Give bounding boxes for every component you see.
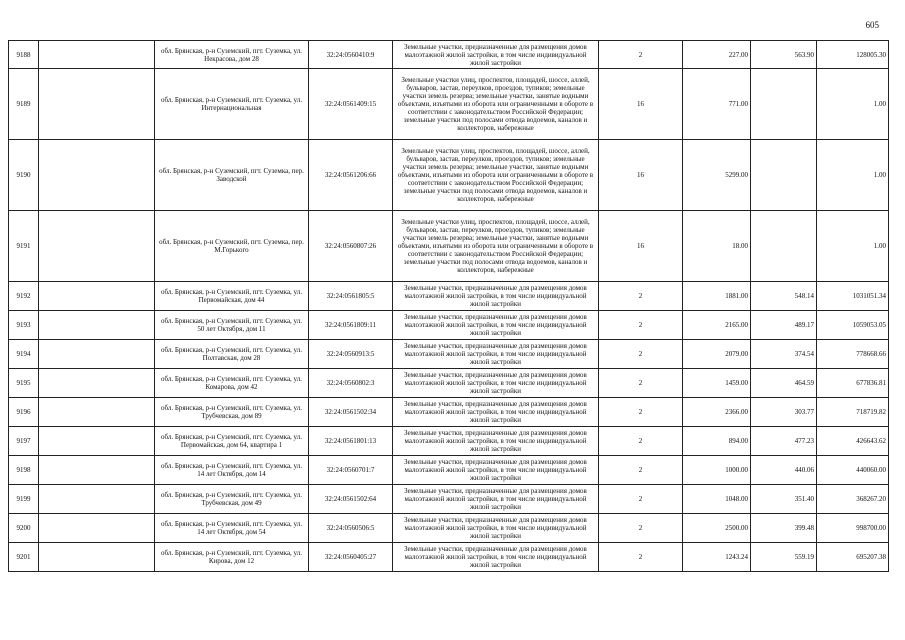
cadastral-value-cell: 778668.66 [817, 340, 889, 369]
cadastral-value-cell: 718719.82 [817, 398, 889, 427]
address-cell: обл. Брянская, р-н Суземский, пгт. Суземка, пер. Заводской [155, 140, 309, 211]
land-use-cell: Земельные участки, предназначенные для размещения домов малоэтажной жилой застройки, в том числе индивидуальной жилой застройки [393, 41, 599, 69]
area-cell: 2500.00 [683, 514, 751, 543]
address-cell: обл. Брянская, р-н Суземский, пгт. Суземка, ул. Трубчевская, дом 89 [155, 398, 309, 427]
table-row [9, 485, 889, 514]
table-row [9, 41, 889, 69]
cadastral-number-cell: 32:24:0560913:5 [309, 340, 393, 369]
spacer-cell [39, 140, 155, 211]
cadastral-value-cell: 440060.00 [817, 456, 889, 485]
address-cell: обл. Брянская, р-н Суземский, пгт. Суземка, ул. Первомайская, дом 44 [155, 282, 309, 311]
cadastral-number-cell: 32:24:0561409:15 [309, 69, 393, 140]
cadastral-value-cell: 1.00 [817, 211, 889, 282]
land-use-cell: Земельные участки, предназначенные для размещения домов малоэтажной жилой застройки, в том числе индивидуальной жилой застройки [393, 282, 599, 311]
cadastral-number-cell: 32:24:0560802:3 [309, 369, 393, 398]
category-cell: 2 [599, 398, 683, 427]
area-cell: 894.00 [683, 427, 751, 456]
area-cell: 1881.00 [683, 282, 751, 311]
category-cell: 2 [599, 282, 683, 311]
unit-value-cell: 559.19 [751, 543, 817, 572]
land-use-cell: Земельные участки улиц, проспектов, площадей, шоссе, аллей, бульваров, застав, переулков, проездов, тупиков; земельные участки земель резерва; земельные участки, занятые водными объектами, изъятыми из оборота или ограниченными в обороте в соответствии с законодательством Российской Федерации; земельные участки под полосами отвода водоемов, каналов и коллекторов, набережные [393, 69, 599, 140]
table-row [9, 311, 889, 340]
row-number-cell: 9192 [9, 282, 39, 311]
land-use-cell: Земельные участки, предназначенные для размещения домов малоэтажной жилой застройки, в том числе индивидуальной жилой застройки [393, 369, 599, 398]
table-row [9, 427, 889, 456]
area-cell: 18.00 [683, 211, 751, 282]
spacer-cell [39, 456, 155, 485]
row-number-cell: 9195 [9, 369, 39, 398]
table-row [9, 456, 889, 485]
spacer-cell [39, 282, 155, 311]
table-row [9, 543, 889, 572]
cadastral-number-cell: 32:24:0561502:64 [309, 485, 393, 514]
table-row [9, 282, 889, 311]
area-cell: 1048.00 [683, 485, 751, 514]
table-row [9, 398, 889, 427]
area-cell: 1459.00 [683, 369, 751, 398]
cadastral-number-cell: 32:24:0561206:66 [309, 140, 393, 211]
page-number: 605 [865, 20, 879, 30]
cadastral-value-cell: 677836.81 [817, 369, 889, 398]
address-cell: обл. Брянская, р-н Суземский, пгт. Суземка, ул. Комарова, дом 42 [155, 369, 309, 398]
unit-value-cell [751, 69, 817, 140]
row-number-cell: 9196 [9, 398, 39, 427]
cadastral-number-cell: 32:24:0560410:9 [309, 41, 393, 69]
spacer-cell [39, 427, 155, 456]
cadastral-number-cell: 32:24:0561809:11 [309, 311, 393, 340]
spacer-cell [39, 398, 155, 427]
address-cell: обл. Брянская, р-н Суземский, пгт. Суземка, ул. 50 лет Октября, дом 11 [155, 311, 309, 340]
address-cell: обл. Брянская, р-н Суземский, пгт. Суземка, ул. Полтавская, дом 28 [155, 340, 309, 369]
cadastral-value-cell: 1059053.05 [817, 311, 889, 340]
cadastral-number-cell: 32:24:0560506:5 [309, 514, 393, 543]
unit-value-cell: 440.06 [751, 456, 817, 485]
address-cell: обл. Брянская, р-н Суземский, пгт. Суземка, ул. Трубчевская, дом 49 [155, 485, 309, 514]
category-cell: 2 [599, 369, 683, 398]
area-cell: 2165.00 [683, 311, 751, 340]
table-row [9, 140, 889, 211]
cadastral-number-cell: 32:24:0561805:5 [309, 282, 393, 311]
land-use-cell: Земельные участки улиц, проспектов, площадей, шоссе, аллей, бульваров, застав, переулков, проездов, тупиков; земельные участки земель резерва; земельные участки, занятые водными объектами, изъятыми из оборота или ограниченными в обороте в соответствии с законодательством Российской Федерации; земельные участки под полосами отвода водоемов, каналов и коллекторов, набережные [393, 211, 599, 282]
spacer-cell [39, 543, 155, 572]
cadastral-value-table [8, 40, 889, 572]
address-cell: обл. Брянская, р-н Суземский, пгт. Суземка, ул. 14 лет Октября, дом 14 [155, 456, 309, 485]
category-cell: 16 [599, 69, 683, 140]
spacer-cell [39, 211, 155, 282]
category-cell: 16 [599, 140, 683, 211]
land-use-cell: Земельные участки, предназначенные для размещения домов малоэтажной жилой застройки, в том числе индивидуальной жилой застройки [393, 543, 599, 572]
land-use-cell: Земельные участки, предназначенные для размещения домов малоэтажной жилой застройки, в том числе индивидуальной жилой застройки [393, 340, 599, 369]
spacer-cell [39, 340, 155, 369]
address-cell: обл. Брянская, р-н Суземский, пгт. Суземка, ул. Кирова, дом 12 [155, 543, 309, 572]
land-use-cell: Земельные участки, предназначенные для размещения домов малоэтажной жилой застройки, в том числе индивидуальной жилой застройки [393, 427, 599, 456]
row-number-cell: 9198 [9, 456, 39, 485]
cadastral-number-cell: 32:24:0560701:7 [309, 456, 393, 485]
unit-value-cell: 563.90 [751, 41, 817, 69]
address-cell: обл. Брянская, р-н Суземский, пгт. Суземка, ул. Некрасова, дом 28 [155, 41, 309, 69]
spacer-cell [39, 311, 155, 340]
area-cell: 5299.00 [683, 140, 751, 211]
row-number-cell: 9200 [9, 514, 39, 543]
row-number-cell: 9189 [9, 69, 39, 140]
table-row [9, 211, 889, 282]
unit-value-cell: 489.17 [751, 311, 817, 340]
area-cell: 1000.00 [683, 456, 751, 485]
unit-value-cell: 477.23 [751, 427, 817, 456]
address-cell: обл. Брянская, р-н Суземский, пгт. Суземка, пер. М.Горького [155, 211, 309, 282]
category-cell: 2 [599, 514, 683, 543]
spacer-cell [39, 485, 155, 514]
cadastral-value-cell: 1.00 [817, 69, 889, 140]
land-use-cell: Земельные участки, предназначенные для размещения домов малоэтажной жилой застройки, в том числе индивидуальной жилой застройки [393, 485, 599, 514]
address-cell: обл. Брянская, р-н Суземский, пгт. Суземка, ул. Интернациональная [155, 69, 309, 140]
land-use-cell: Земельные участки, предназначенные для размещения домов малоэтажной жилой застройки, в том числе индивидуальной жилой застройки [393, 311, 599, 340]
category-cell: 2 [599, 543, 683, 572]
cadastral-value-cell: 1031051.34 [817, 282, 889, 311]
row-number-cell: 9199 [9, 485, 39, 514]
category-cell: 2 [599, 456, 683, 485]
spacer-cell [39, 41, 155, 69]
spacer-cell [39, 69, 155, 140]
row-number-cell: 9193 [9, 311, 39, 340]
table-row [9, 369, 889, 398]
unit-value-cell: 464.59 [751, 369, 817, 398]
table-row [9, 514, 889, 543]
cadastral-number-cell: 32:24:0561502:34 [309, 398, 393, 427]
table-row [9, 69, 889, 140]
cadastral-value-cell: 426643.62 [817, 427, 889, 456]
unit-value-cell: 303.77 [751, 398, 817, 427]
category-cell: 2 [599, 41, 683, 69]
row-number-cell: 9188 [9, 41, 39, 69]
area-cell: 771.00 [683, 69, 751, 140]
area-cell: 1243.24 [683, 543, 751, 572]
area-cell: 2366.00 [683, 398, 751, 427]
unit-value-cell [751, 140, 817, 211]
land-use-cell: Земельные участки, предназначенные для размещения домов малоэтажной жилой застройки, в том числе индивидуальной жилой застройки [393, 514, 599, 543]
row-number-cell: 9197 [9, 427, 39, 456]
cadastral-value-cell: 368267.20 [817, 485, 889, 514]
row-number-cell: 9191 [9, 211, 39, 282]
cadastral-number-cell: 32:24:0560807:26 [309, 211, 393, 282]
address-cell: обл. Брянская, р-н Суземский, пгт. Суземка, ул. Первомайская, дом 64, квартира 1 [155, 427, 309, 456]
category-cell: 2 [599, 311, 683, 340]
land-use-cell: Земельные участки улиц, проспектов, площадей, шоссе, аллей, бульваров, застав, переулков, проездов, тупиков; земельные участки земель резерва; земельные участки, занятые водными объектами, изъятыми из оборота или ограниченными в обороте в соответствии с законодательством Российской Федерации; земельные участки под полосами отвода водоемов, каналов и коллекторов, набережные [393, 140, 599, 211]
category-cell: 2 [599, 340, 683, 369]
unit-value-cell: 548.14 [751, 282, 817, 311]
row-number-cell: 9190 [9, 140, 39, 211]
unit-value-cell [751, 211, 817, 282]
cadastral-value-cell: 695207.38 [817, 543, 889, 572]
cadastral-value-cell: 998700.00 [817, 514, 889, 543]
spacer-cell [39, 369, 155, 398]
category-cell: 2 [599, 427, 683, 456]
cadastral-number-cell: 32:24:0561801:13 [309, 427, 393, 456]
area-cell: 2079.00 [683, 340, 751, 369]
cadastral-value-cell: 128005.30 [817, 41, 889, 69]
area-cell: 227.00 [683, 41, 751, 69]
land-use-cell: Земельные участки, предназначенные для размещения домов малоэтажной жилой застройки, в том числе индивидуальной жилой застройки [393, 398, 599, 427]
land-use-cell: Земельные участки, предназначенные для размещения домов малоэтажной жилой застройки, в том числе индивидуальной жилой застройки [393, 456, 599, 485]
row-number-cell: 9194 [9, 340, 39, 369]
cadastral-value-cell: 1.00 [817, 140, 889, 211]
category-cell: 16 [599, 211, 683, 282]
cadastral-number-cell: 32:24:0560405:27 [309, 543, 393, 572]
address-cell: обл. Брянская, р-н Суземский, пгт. Суземка, ул. 14 лет Октября, дом 54 [155, 514, 309, 543]
unit-value-cell: 351.40 [751, 485, 817, 514]
spacer-cell [39, 514, 155, 543]
table-row [9, 340, 889, 369]
unit-value-cell: 374.54 [751, 340, 817, 369]
row-number-cell: 9201 [9, 543, 39, 572]
category-cell: 2 [599, 485, 683, 514]
unit-value-cell: 399.48 [751, 514, 817, 543]
